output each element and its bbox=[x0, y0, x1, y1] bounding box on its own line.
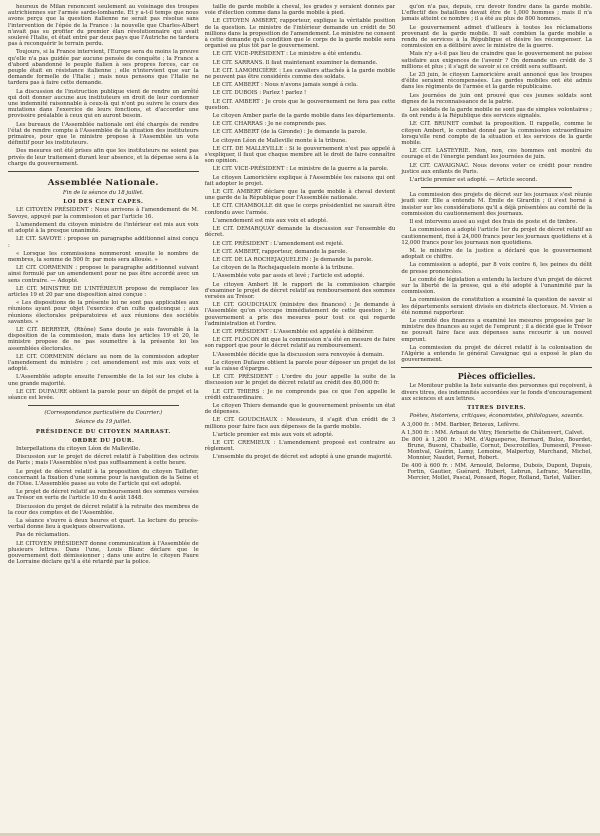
paragraph: LE CIT. VICE-PRÉSIDENT : Le ministre a été entendu. bbox=[212, 51, 362, 58]
paragraph: Interpellations du citoyen Léon de Malleville. bbox=[16, 445, 141, 452]
paragraph: LE CIT. VICE-PRÉSIDENT : Le ministre de la guerre a la parole. bbox=[212, 166, 389, 173]
rule-divider bbox=[28, 405, 179, 406]
paragraph: Mais n'y a-t-il pas lieu de craindre que le gouvernement ne puisse satisfaire aux exigences de l'avenir ? On demande un crédit de 3 millions et plus ; il s'agit de savoir si ce crédit sera suffisant. bbox=[401, 51, 593, 70]
official-pieces-title: Pièces officielles. bbox=[457, 371, 536, 382]
paragraph: taille de garde mobile à cheval, les grades y seraient donnés par voie d'élection comme dans la garde mobile à pied. bbox=[204, 4, 396, 17]
paragraph: LE CIT. THIERS : Je ne comprends pas ce que l'on appelle le crédit extraordinaire. bbox=[204, 388, 396, 401]
session-date: Séance du 19 juillet. bbox=[75, 419, 132, 426]
correspondence-heading: (Correspondance particulière du Courrier.) bbox=[44, 410, 163, 417]
paragraph: LE CIT. CHAMBOLLE dit que le corps présidentiel ne saurait être confondu avec l'armée. bbox=[204, 203, 396, 216]
presidency-heading: PRÉSIDENCE DU CITOYEN MARRAST. bbox=[35, 428, 171, 435]
paragraph: LE CIT. GOUDCHAUX : Messieurs, il s'agit d'un crédit de 3 millions pour faire face aux dépenses de la garde mobile. bbox=[204, 417, 396, 430]
titles-heading: TITRES DIVERS. bbox=[467, 404, 527, 411]
paragraph: Les bureaux de l'Assemblée nationale ont été chargés de rendre l'état de rendre compte à l'Assemblée de la situation des instituteurs primaires, pour que le ministre propose à l'Assemblée un vote définitif pour les instituteurs. bbox=[8, 121, 199, 147]
paragraph: LE CIT. CREMIEUX : L'amendement proposé est contraire au règlement. bbox=[204, 439, 396, 453]
order-of-day-heading: ORDRE DU JOUR. bbox=[72, 437, 135, 444]
paragraph: LE CIT. AMBERT : Je crois que le gouvernement ne fera pas cette question. bbox=[204, 98, 396, 111]
paragraph: Le citoyen Léon de Malleville monte à la tribune. bbox=[212, 137, 348, 144]
paragraph: Pas de réclamation. bbox=[16, 532, 70, 539]
section-divider bbox=[401, 367, 592, 368]
paragraph: M. le ministre de la justice a déclaré que le gouvernement adoptait ce chiffre. bbox=[401, 247, 593, 261]
paragraph: Les journées de juin ont prouvé que ces jeunes soldats sont dignes de la reconnaissance de la patrie. bbox=[401, 92, 593, 105]
paragraph: Le citoyen Ambert lit le rapport de la commission chargée d'examiner le projet de décret relatif au remboursement des sommes versées au Trésor. bbox=[204, 281, 396, 300]
paragraph: LE CIT. CHARRAS : Je ne comprends pas. bbox=[212, 121, 327, 128]
paragraph: Le projet de décret relatif à la proposition du citoyen Taillefer, concernant la fixation d'une somme pour la navigation de la Seine et de l'Oise. L'Assemblée passe au vote de l'article qui est adopté. bbox=[8, 468, 199, 487]
paragraph: Le comité de législation a entendu la lecture d'un projet de décret sur la liberté de la presse, qui a été adopté à l'unanimité par la commission. bbox=[401, 276, 593, 296]
paragraph: LE CIT. FLOCON dit que la commission n'a été en mesure de faire son rapport que pour le décret relatif au remboursement. bbox=[204, 337, 396, 350]
paragraph: L'Assemblée vote par assis et levé ; l'article est adopté. bbox=[212, 273, 365, 280]
paragraph: L'Assemblée décide que la discussion sera renvoyée à demain. bbox=[212, 351, 384, 358]
paragraph: Le citoyen Amber parle de la garde mobile dans les départements. bbox=[212, 113, 395, 120]
paragraph: La discussion de l'instruction publique vient de rendre un arrêté qui doit donner aucune aux instituteurs en droit de leur cordonner une indemnité raisonnable à ceux-là qui n'ont pu suivre le cours des mutations dans l'exercice de leurs fonctions, et d'accorder une provisoire préalable à ceux qui en auront besoin. bbox=[8, 88, 199, 120]
paragraph: Le Moniteur publie la liste suivante des personnes qui reçoivent, à divers titres, des indemnités accordées sur le fonds d'encouragement aux sciences et aux lettres. bbox=[401, 383, 593, 402]
paragraph: La séance s'ouvre à deux heures et quart. La lecture du procès-verbal donne lieu à quelques observations. bbox=[8, 518, 199, 531]
paragraph: Le citoyen Dufaure obtient la parole pour déposer un projet de loi sur la caisse d'épargne. bbox=[204, 359, 396, 372]
paragraph: LE CIT. LAMORICIÈRE : Les cavaliers attachés à la garde mobile ne peuvent pas être considérés comme des soldats. bbox=[204, 67, 396, 81]
paragraph: LE CIT. AMBERT déclare que la garde mobile à cheval devient une garde de la République pour l'Assemblée nationale. bbox=[204, 189, 396, 202]
list-item: A 1,500 fr. : MM. Arbaut de Vitry, Henriette de Châtenvert, Calvet. bbox=[401, 429, 585, 436]
paragraph: L'amendement du citoyen ministre de l'intérieur est mis aux voix et adopté à la presque unanimité. bbox=[8, 221, 199, 235]
paragraph: LE CIT. SARRANS. Il faut maintenant examiner la demande. bbox=[212, 59, 378, 66]
paragraph: LE CIT. PRÉSIDENT : L'Assemblée est appelée à délibérer. bbox=[212, 328, 374, 335]
paragraph: La commission de constitution a examiné la question de savoir si les départements seraient divisés en districts électoraux. M. Vivien a été nommé rapporteur. bbox=[401, 297, 593, 316]
assembly-subtitle: Fin de la séance du 18 juillet. bbox=[62, 190, 144, 197]
laws-heading: LOI DES CENT CAPES. bbox=[63, 199, 144, 206]
paragraph: Des mesures ont été prises afin que les instituteurs ne soient pas privés de leur traitement durant leur absence, et la dépense sera à la charge du gouvernement. bbox=[8, 148, 199, 167]
paragraph: La commission a adopté, par 8 voix contre 6, les peines du délit de presse prononcées. bbox=[401, 262, 593, 275]
paragraph: LE CIT. SAVOYE : propose un paragraphe additionnel ainsi conçu : bbox=[8, 236, 199, 249]
paragraph: Le citoyen Lamoricière explique à l'Assemblée les raisons qui ont fait adopter le projet. bbox=[204, 174, 396, 187]
paragraph: LE CIT. DEMARQUAY demande la discussion sur l'ensemble du décret. bbox=[204, 226, 396, 239]
paragraph: LE CIT. PRÉSIDENT : L'amendement est rejeté. bbox=[212, 240, 344, 247]
paragraph: L'article premier est adopté. — Article second. bbox=[409, 177, 538, 184]
paragraph: LE CIT. BRUNET combat la proposition. Il rappelle, comme le citoyen Ambert, le combat donné par la commission extraordinaire lorsqu'elle rend compte de la situation et les services de la garde mobile. bbox=[401, 121, 593, 147]
paragraph: Le gouvernement admet d'ailleurs à toutes les réclamations provenant de la garde mobile. Il sait combien la garde mobile a rendu de services à la République et désire les récompenser. La commission en a délibéré avec le ministre de la guerre. bbox=[401, 24, 593, 50]
paragraph: Discussion du projet de décret relatif à la retraite des membres de la cour des comptes et de l'Assemblée. bbox=[8, 503, 199, 516]
paragraph: LE CIT. CORMENIN déclare au nom de la commission adopter l'amendement du ministre ; cet amendement est mis aux voix et adopté. bbox=[8, 353, 199, 373]
paragraph: LE CITOYEN PRÉSIDENT : Nous arrivons à l'amendement de M. Savoye, appuyé par la commission et par l'article 16. bbox=[8, 207, 199, 220]
paragraph: La commission du projet de décret relatif à la colonisation de l'Algérie a entendu le général Cavaignac qui a exposé le plan du gouvernement. bbox=[401, 344, 593, 364]
paragraph: LE CIT. AMBERT, rapporteur, demande la parole. bbox=[212, 248, 348, 255]
paragraph: Le projet de décret relatif au remboursement des sommes versées au Trésor en vertu de l'article 10 du 4 août 1848. bbox=[8, 489, 199, 502]
paragraph: Le citoyen de la Rochejaquelein monte à la tribune. bbox=[212, 265, 354, 272]
paragraph: Le comité des finances a examiné les mesures proposées par le ministre des finances au sujet de l'emprunt ; il a décidé que le Trésor ne pouvait faire face aux dépenses sans recourir à un nouvel emprunt. bbox=[401, 317, 593, 343]
paragraph: Toujours, si la France intervient, l'Europe sera du moins la preuve qu'elle n'a pas guidée par aucune pensée de conquête ; la France a d'abord abandonné le peuple italien à ses propres forces, car ce peuple était en résistance italienne ; elle n'intervient que sur la demande formelle de l'Italie ; mais nous pensons que l'Italie ne tardera pas à faire cette demande. bbox=[8, 49, 199, 87]
paragraph: LE CITOYEN AMBERT, rapporteur, explique la véritable position de la question. Le ministre de l'intérieur demande un crédit de 50 millions dans la proposition de l'amendement. Le ministre ne consent à cette demande qu'à condition que le corps de la garde mobile sera organisé au plus tôt par le gouvernement. bbox=[204, 18, 396, 50]
paragraph: Il est intervenu aussi au sujet des frais de poste et de timbre. bbox=[409, 219, 578, 226]
column-middle bbox=[205, 4, 396, 828]
paragraph: « Les dispositions de la présente loi ne sont pas applicables aux réunions ayant pour objet l'exercice d'un culte quelconque ; aux réunions électorales préparatoires et aux réunions des sociétés savantes. » bbox=[8, 300, 199, 325]
paragraph: Le citoyen Thiers demande que le gouvernement présente un état de dépenses. bbox=[204, 402, 396, 416]
list-item: De 800 à 1,200 fr. : MM. d'Aigueperse, Bernard, Buloz, Bourdet, Brune, Busoni, Chabaille, Cornut, Descroizilles, Dumesnil, Fresse-Montval, Guérin, Lamy, Lemoine, Malpertuy, Marchand, Michel, Monnier, Naudet, Pernet, Robert. bbox=[401, 436, 593, 462]
paragraph: LE CIT. DE MALLEVILLE : Si le gouvernement n'est pas appelé à s'expliquer, il faut que chaque membre ait le droit de faire connaître son opinion. bbox=[204, 145, 396, 165]
rule-divider bbox=[421, 187, 572, 188]
paragraph: La commission a adopté l'article 1er du projet de décret relatif au cautionnement, fixé à 24,000 francs pour les journaux quotidiens et à 12,000 francs pour les journaux non quotidiens. bbox=[401, 227, 593, 246]
list-item: De 400 à 600 fr. : MM. Arnould, Delorme, Dubois, Dupont, Dupuis, Fortin, Gautier, Guérard, Hubert, Lebrun, Lefranc, Marcellin, Mercier, Mollet, Pascal, Ponsard, Roger, Rolland, Tarlet, Vallier. bbox=[401, 462, 593, 481]
paragraph: Le 25 juin, le citoyen Lamoricière avait annoncé que les troupes d'élite seraient récompensées. Les gardes mobiles ont été admis dans les régiments de l'armée et la garde républicaine. bbox=[401, 72, 593, 91]
paragraph: LE CIT. DE LA ROCHEJAQUELEIN : Je demande la parole. bbox=[212, 256, 373, 263]
paragraph: LE CIT. AMBERT (de la Gironde) : Je demande la parole. bbox=[212, 129, 368, 136]
category-line: Poètes, historiens, critiques, économistes, philologues, savants. bbox=[409, 413, 584, 420]
paragraph: qu'on n'a pas, depuis, cru devoir fondre dans la garde mobile. L'effectif des bataillons devait être de 1,000 hommes ; mais il n'a jamais atteint ce nombre ; il a été au plus de 800 hommes. bbox=[401, 4, 593, 23]
paragraph: L'ensemble du projet de décret est adopté à une grande majorité. bbox=[212, 454, 393, 461]
paragraph: L'article premier est mis aux voix et adopté. bbox=[212, 431, 334, 438]
paragraph: LE CIT. AMBERT : Nous n'avons jamais songé à cela. bbox=[212, 82, 358, 89]
paragraph: LE CIT. PRÉSIDENT : L'ordre du jour appelle la suite de la discussion sur le projet de décret relatif au crédit des 80,000 fr. bbox=[204, 374, 396, 387]
column-right bbox=[401, 4, 592, 828]
paragraph: LE CITOYEN PRÉSIDENT donne communication à l'Assemblée de plusieurs lettres. Dans l'une, Louis Blanc déclare que le gouvernement doit démissionner ; dans une autre le citoyen Faure de Lorraine déclare qu'il a été retardé par la police. bbox=[8, 540, 199, 566]
list-item: A 3,000 fr. : MM. Barbier, Brizeux, Lefèvre. bbox=[401, 422, 520, 429]
paragraph: La commission des projets de décret sur les journaux s'est réunie jeudi soir. Elle a entendu M. Émile de Girardin ; il s'est borné à insister sur les considérations qu'il a déjà présentées au comité de la commission du cautionnement des journaux. bbox=[401, 192, 593, 217]
paragraph: L'Assemblée adopte ensuite l'ensemble de la loi sur les clubs à une grande majorité. bbox=[8, 374, 199, 387]
paragraph: LE CIT. DUBOIS : Parlez ! parlez ! bbox=[212, 90, 307, 97]
paragraph: Discussion sur le projet de décret relatif à l'abolition des octrois de Paris ; mais l'Assemblée n'est pas suffisamment à cette heure. bbox=[8, 454, 199, 467]
paragraph: LE CIT. BERRYER, (Rhône) Sans doute je suis favorable à la disposition de la commission, mais dans les articles 19 et 20, le ministre propose de ne pas soumettre à la présente loi les assemblées électorales. bbox=[8, 326, 199, 352]
paragraph: LE CIT. LASTEYRIE. Non, non, ces hommes ont montré du courage et de l'énergie pendant les journées de juin. bbox=[401, 148, 593, 161]
section-divider bbox=[8, 171, 199, 172]
paragraph: LE CIT. MINISTRE DE L'INTÉRIEUR propose de remplacer les articles 19 et 20 par une disposition ainsi conçue : bbox=[8, 285, 199, 298]
paragraph: Les soldats de la garde mobile ne sont pas de simples volontaires ; ils ont rendu à la République des services signalés. bbox=[401, 107, 593, 120]
paragraph: LE CIT. CORMENIN : propose le paragraphe additionnel suivant ainsi formulé par un amendement pour ne pas être accordé avec un sens contraire. — Adopté. bbox=[8, 265, 199, 284]
paragraph: heureux de Milan renoncent seulement au voisinage des troupes autrichiennes sur l'armée sarde-lombarde. Et y a-t-il temps que nous avons perçu que la question italienne ne serait pas résolue sans l'intervention de l'épée de la France : la nouvelle que Charles-Albert n'avait pas su profiter du premier élan révolutionnaire qui avait soulevé l'Italie, et était entré par deux pays que l'Autriche ne tardera pas à reconquérir le terrain perdu. bbox=[8, 4, 199, 48]
paragraph: LE CIT. CAVAIGNAC. Nous devons voter ce crédit pour rendre justice aux enfants de Paris. bbox=[401, 162, 593, 175]
paragraph: LE CIT. GOUDCHAUX (ministre des finances) : Je demande à l'Assemblée qu'on s'occupe immédiatement de cette question ; le gouvernement a pris des mesures pour tout ce qui regarde l'administration et l'ordre. bbox=[204, 302, 396, 327]
column-left bbox=[8, 4, 199, 828]
assembly-title: Assemblée Nationale. bbox=[47, 178, 159, 189]
paragraph: « Lorsque les commissions nommeront ensuite le nombre de membres, la somme de 500 fr. par mois sera allouée. » bbox=[8, 250, 199, 263]
paragraph: LE CIT. DUFAURE obtient la parole pour un dépôt de projet et la séance est levée. bbox=[8, 388, 199, 401]
paragraph: L'amendement est mis aux voix et adopté. bbox=[212, 217, 328, 224]
